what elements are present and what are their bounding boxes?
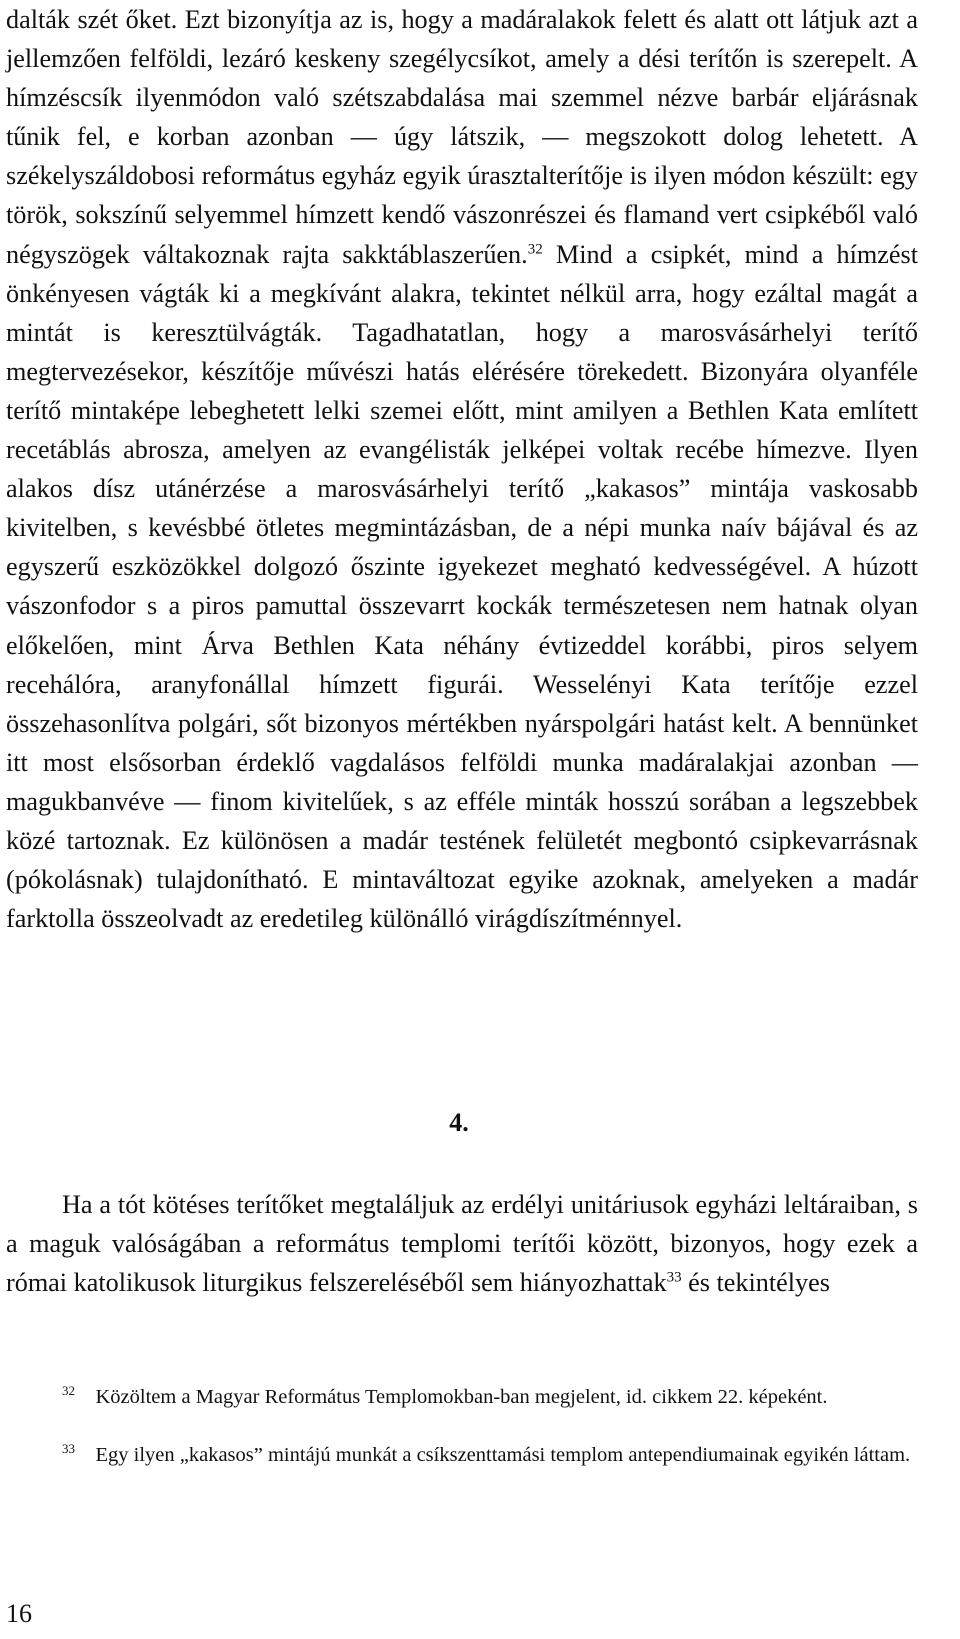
footnote-number: 32 <box>62 1383 75 1399</box>
footnote-33 <box>6 1441 918 1470</box>
paragraph-text: dalták szét őket. Ezt bizonyítja az is, hogy a madáralakok felett és alatt ott látjuk azt a jellemzően felföldi, lezáró keskeny szegélycsíkot, amely a dési terítőn is szerepelt. A hímzéscsík ilyenmódon való szétszabdalása mai szemmel nézve barbár eljárásnak tűnik fel, e korban azonban — úgy látszik, — megszokott dolog lehetett. A székelyszáldobosi református egyház egyik úrasztalterítője is ilyen módon készült: egy török, sokszínű selyemmel hímzett kendő vászonrészei és flamand vert csipkéből való négyszögek váltakoznak rajta sakktáblaszerűen. <box>6 5 918 269</box>
footnote-reference-33[interactable]: 33 <box>666 1269 682 1286</box>
footnote-text: Közöltem a Magyar Református Templomokban-ban megjelent, id. cikkem 22. képeként. <box>95 1386 828 1408</box>
paragraph-text-continued: Mind a csipkét, mind a hímzést önkényesen vágták ki a megkívánt alakra, tekintet nélkül arra, hogy ezáltal magát a mintát is keresztülvágták. Tagadhatatlan, hogy a marosvásárhelyi terítő megtervezésekor, készítője művészi hatás elérésére törekedett. Bizonyára olyanféle terítő mintaképe lebeghetett lelki szemei előtt, mint amilyen a Bethlen Kata említett recetáblás abrosza, amelyen az evangélisták jelképei voltak recébe hímezve. Ilyen alakos dísz utánérzése a marosvásárhelyi terítő „kakasos” mintája vaskosabb kivitelben, s kevésbbé ötletes megmintázásban, de a népi munka naív bájával és az egyszerű eszközökkel dolgozó őszinte igyekezet megható kedvességével. A húzott vászonfodor s a piros pamuttal összevarrt kockák természetesen nem hatnak olyan előkelően, mint Árva Bethlen Kata néhány évtizeddel korábbi, piros selyem recehálóra, aranyfonállal hímzett figurái. Wesselényi Kata terítője ezzel összehasonlítva polgári, sőt bizonyos mértékben nyárspolgári hatást kelt. A bennünket itt most elsősorban érdeklő vagdalásos felföldi munka madáralakjai azonban — magukbanvéve — finom kivitelűek, s az efféle minták hosszú sorában a legszebbek közé tartoznak. Ez különösen a madár testének felületét megbontó csipkevarrásnak (pókolásnak) tulajdonítható. E mintaváltozat egyike azoknak, amelyeken a madár farktolla összeolvadt az eredetileg különálló virágdíszítménnyel. <box>6 239 918 934</box>
paragraph-text-continued: és tekintélyes <box>681 1268 830 1298</box>
footnote-number: 33 <box>62 1441 75 1457</box>
footnote-32 <box>6 1383 918 1412</box>
footnote-text: Egy ilyen „kakasos” mintájú munkát a csíkszenttamási templom antependiumainak egyikén láttam. <box>95 1444 911 1466</box>
body-paragraph-2 <box>6 1185 918 1302</box>
footnote-spacer <box>75 1386 96 1408</box>
paragraph-text: Ha a tót kötéses terítőket megtaláljuk az erdélyi unitáriusok egyházi leltáraiban, s a maguk valóságában a református templomi terítői között, bizonyos, hogy ezek a római katolikusok liturgikus felszereléséből sem hiányozhattak <box>6 1190 918 1298</box>
footnote-reference-32[interactable]: 32 <box>527 240 543 257</box>
section-heading: 4. <box>449 1108 469 1137</box>
body-paragraph <box>6 0 918 938</box>
footnote-spacer <box>75 1444 96 1466</box>
page-number: 16 <box>6 1599 32 1628</box>
